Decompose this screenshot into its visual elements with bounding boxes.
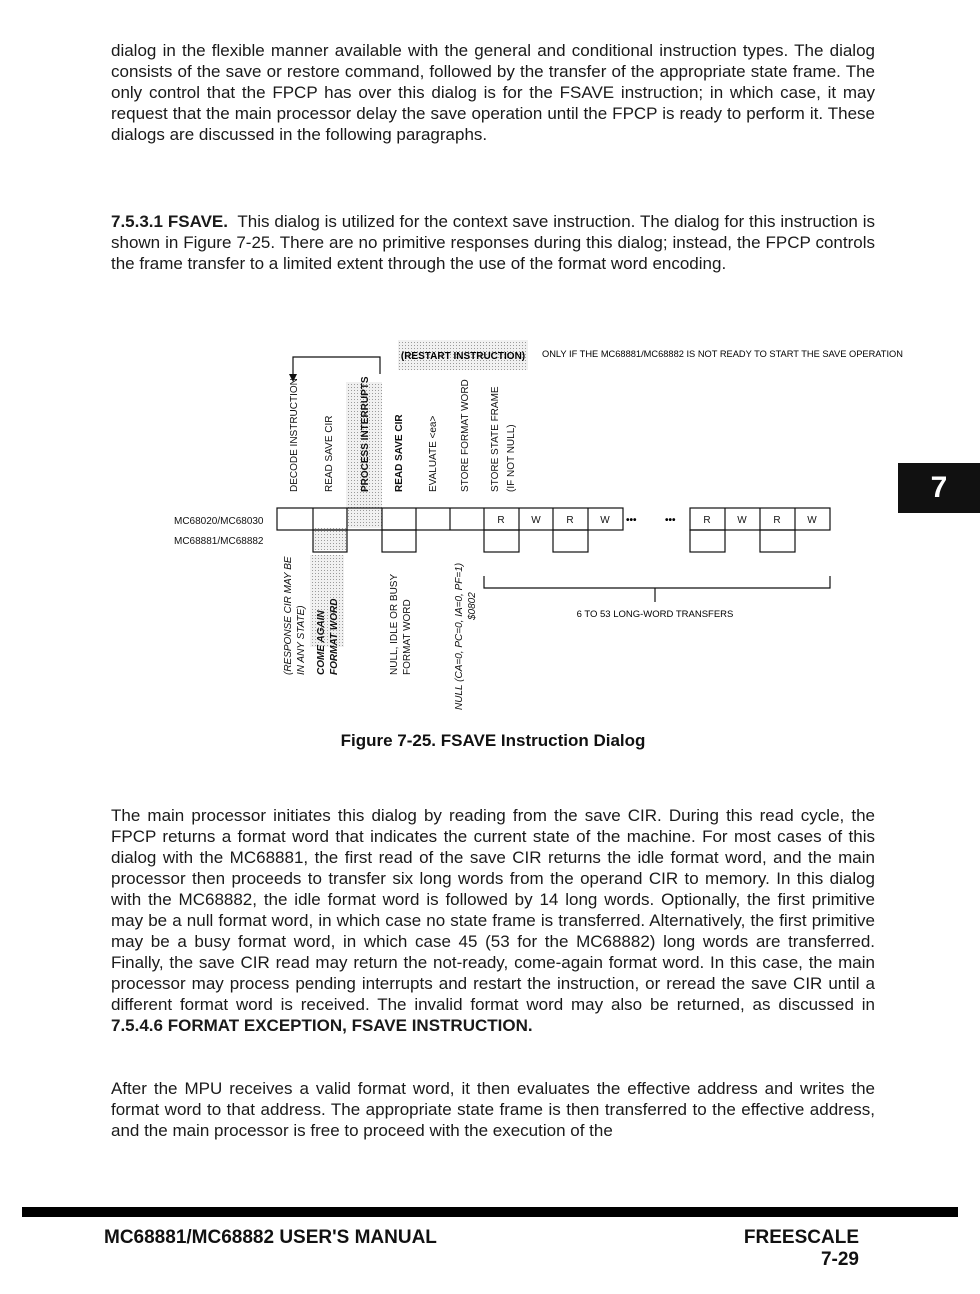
step-read-save-cir: READ SAVE CIR (324, 415, 335, 492)
response-null-idle-busy: NULL, IDLE OR BUSY (389, 573, 400, 675)
shaded-fpcp-cell (313, 528, 347, 550)
restart-label: (RESTART INSTRUCTION) (400, 351, 526, 362)
rw-cell: R (773, 515, 781, 526)
response-any-state-2: IN ANY STATE) (296, 605, 307, 675)
step-store-format-word: STORE FORMAT WORD (460, 379, 471, 492)
fpcp-timeline (313, 530, 795, 552)
fpcp-label: MC68881/MC68882 (174, 536, 264, 547)
rw-cell: R (566, 515, 574, 526)
section-paragraph (111, 211, 875, 274)
rw-cell: W (531, 515, 541, 526)
figure-caption: Figure 7-25. FSAVE Instruction Dialog (340, 731, 646, 750)
response-hex-code: $0802 (467, 592, 478, 620)
chapter-tab: 7 (898, 463, 980, 513)
restart-loop-line (293, 357, 380, 374)
step-process-interrupts: PROCESS INTERRUPTS (360, 376, 371, 492)
transfers-bracket (484, 576, 830, 602)
footer-publisher: FREESCALE (743, 1227, 859, 1248)
body-paragraph-1-text: The main processor initiates this dialog by reading from the save CIR. During this read cycle, the FPCP returns a format word that indicates the current state of the machine. For most cases of this dialog with the MC68881, the first read of the save CIR returns the idle format word, and the main processor then proceeds to transfer six long words from the operand CIR to memory. In this dialog with the MC68882, the idle format word is followed by 14 long words. Optionally, the first primitive may be a null format word, in which case no state frame is transferred. Alternatively, the first primitive may be a busy format word, in which case 45 (53 for the MC68882) long words are transferred. Finally, the save CIR read may return the not-ready, come-again format word. In this case, the main processor may process pending interrupts and restart the instruction, or reread the save CIR until a different format word is received. The invalid format word may also be returned, as discussed in (111, 806, 875, 1014)
cross-reference-link[interactable]: 7.5.4.6 FORMAT EXCEPTION, FSAVE INSTRUCTION. (111, 1016, 533, 1035)
body-paragraph-1 (111, 805, 875, 1036)
footer-divider (22, 1207, 958, 1217)
rw-cell: W (807, 515, 817, 526)
step-if-not-null: (IF NOT NULL) (506, 424, 517, 492)
rw-cell: W (600, 515, 610, 526)
body-paragraph-2: After the MPU receives a valid format word, it then evaluates the effective address and writes the format word to that address. The appropriate state frame is then transferred to the effective address, and the main processor is free to proceed with the execution of the (111, 1079, 875, 1140)
ellipsis-right: ••• (665, 515, 676, 526)
transfers-label: 6 TO 53 LONG-WORD TRANSFERS (576, 609, 734, 620)
restart-note: ONLY IF THE MC68881/MC68882 IS NOT READY TO START THE SAVE OPERATION (542, 349, 904, 360)
step-read-save-cir-again: READ SAVE CIR (394, 414, 405, 492)
response-null-encoding: NULL (CA=0, PC=0, IA=0, PF=1) (454, 562, 465, 710)
step-store-state-frame: STORE STATE FRAME (490, 386, 501, 492)
footer-right-block (744, 1227, 859, 1271)
section-heading: 7.5.3.1 FSAVE. (111, 212, 228, 231)
rw-cell: R (497, 515, 505, 526)
rw-cell: R (703, 515, 711, 526)
response-format-word: FORMAT WORD (329, 598, 340, 675)
response-come-again: COME AGAIN (316, 610, 327, 675)
rw-cell: W (737, 515, 747, 526)
intro-paragraph: dialog in the flexible manner available with the general and conditional instruction types. The dialog consists of the save or restore command, followed by the transfer of the appropriate state frame. The only control that the FPCP has over this dialog is for the FSAVE instruction; in which case, it may request that the main processor delay the save operation until the FPCP is ready to perform it. These dialogs are discussed in the following paragraphs. (111, 41, 875, 144)
section-text: This dialog is utilized for the context save instruction. The dialog for this instruction is shown in Figure 7-25. There are no primitive responses during this dialog; instead, the FPCP controls the frame transfer to a limited extent through the use of the format word encoding. (111, 212, 875, 273)
page-number: 7-29 (820, 1249, 859, 1270)
response-any-state-1: (RESPONSE CIR MAY BE (283, 556, 294, 675)
step-evaluate-ea: EVALUATE <ea> (428, 415, 439, 492)
mpu-label: MC68020/MC68030 (174, 516, 264, 527)
fsave-dialog-figure (0, 330, 980, 725)
footer-manual-title: MC68881/MC68882 USER'S MANUAL (104, 1227, 437, 1248)
ellipsis-left: ••• (626, 515, 637, 526)
step-decode-instruction: DECODE INSTRUCTION (289, 378, 300, 492)
response-format-word-2: FORMAT WORD (402, 599, 413, 675)
